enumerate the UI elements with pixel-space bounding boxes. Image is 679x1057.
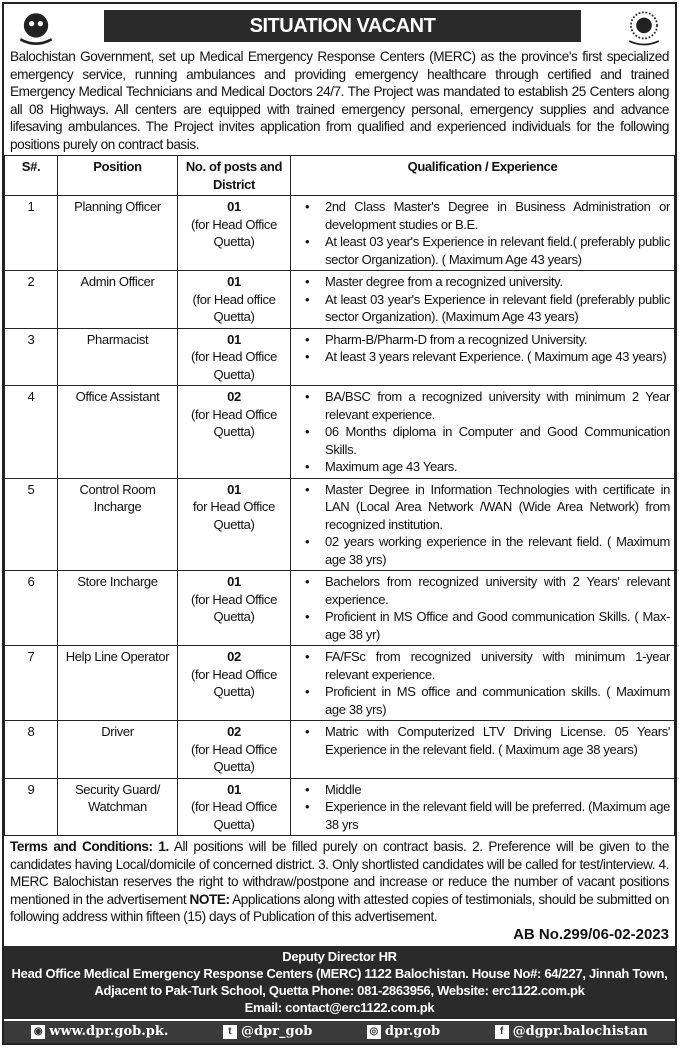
instagram-icon: ◎: [367, 1025, 381, 1039]
terms-text: All positions will be filled purely on contract basis. 2. Preference will be given to the candidates having Local/domicile of concerned district. 3. Only shortlisted candidates will be called for test/interview. 4. MERC Balochistan reserves the right to withdraw/postpone and increase or reduce the number of vacant positions mentioned in the advertisement: [10, 839, 669, 907]
intro-paragraph: Balochistan Government, set up Medical Emergency Response Centers (MERC) as the province's first specialized emergency service, running ambulances and providing emergency healthcare through certified and trained Emergency Medical Technicians and Medical Doctors 24/7. The Project was mandated to establish 25 Centers along all 08 Highways. All centers are equipped with trained emergency personal, emergency supplies and advance lifesaving ambulances. The Project invites application from qualified and experienced individuals for the following positions purely on contract basis.: [10, 49, 669, 152]
table-row: [5, 386, 675, 479]
qualification-list: [295, 273, 670, 326]
qualification-item: • 02 years working experience in the relevant field. ( Maximum age 38 yrs): [295, 533, 670, 568]
position-name: Driver: [58, 721, 178, 779]
serial-number: 3: [5, 328, 58, 386]
qualification-cell: [291, 646, 675, 721]
instagram-text: dpr.gob: [384, 1024, 441, 1039]
contact-footer: [4, 946, 675, 1019]
posts-cell: [178, 328, 291, 386]
qualification-list: [295, 781, 670, 834]
twitter-icon: t: [223, 1025, 237, 1039]
terms-label: Terms and Conditions: 1.: [10, 839, 169, 854]
posts-cell: [178, 721, 291, 779]
contact-address: Head Office Medical Emergency Response Centers (MERC) 1122 Balochistan. House No#: 64/227, Jinnah Town, Adjacent to Pak-Turk School, Quetta Phone: 081-2863956, Website: erc1122.com.pk: [11, 965, 668, 998]
qualification-item: • Master degree from a recognized university.: [295, 273, 670, 291]
qualification-cell: [291, 778, 675, 836]
header-area: [4, 4, 675, 48]
position-name: Help Line Operator: [58, 646, 178, 721]
qualification-list: [295, 198, 670, 268]
merc-logo-icon: [14, 8, 58, 48]
ab-number: AB No.299/06-02-2023: [513, 925, 669, 943]
header-qualification: Qualification / Experience: [291, 156, 675, 196]
posts-cell: [178, 271, 291, 329]
posts-count: 02: [227, 724, 241, 739]
qualification-item: • At least 03 year's Experience in relevant field (preferably public sector Organization). (Maximum Age 43 years): [295, 291, 670, 326]
qualification-item: • 06 Months diploma in Computer and Good Communication Skills.: [295, 423, 670, 458]
globe-icon: ◉: [31, 1025, 45, 1039]
qualification-item: • Experience in the relevant field will be preferred. (Maximum age 38 yrs: [295, 798, 670, 833]
note-label: NOTE:: [189, 891, 230, 907]
qualification-list: [295, 388, 670, 476]
qualification-cell: [291, 478, 675, 571]
qualification-list: [295, 481, 670, 569]
qualification-item: • Pharm-B/Pharm-D from a recognized University.: [295, 331, 670, 349]
qualification-item: • Bachelors from recognized university with 2 Years' relevant experience.: [295, 573, 670, 608]
facebook-link[interactable]: [495, 1024, 648, 1039]
advertisement-frame: [2, 2, 677, 1045]
table-row: [5, 778, 675, 836]
qualification-cell: [291, 721, 675, 779]
qualification-item: • 2nd Class Master's Degree in Business Administration or development studies or B.E.: [295, 198, 670, 233]
district: (for Head Office Quetta): [191, 666, 277, 699]
note-text: Applications along with attested copies of testimonials, should be submitted on following address within fifteen (15) days of Publication of this advertisement.: [10, 891, 670, 924]
facebook-icon: f: [495, 1025, 509, 1039]
posts-count: 01: [227, 574, 241, 589]
qualification-cell: [291, 328, 675, 386]
contact-email[interactable]: Email: contact@erc1122.com.pk: [244, 999, 435, 1015]
posts-cell: [178, 571, 291, 646]
posts-cell: [178, 778, 291, 836]
table-row: [5, 196, 675, 271]
posts-count: 01: [227, 274, 241, 289]
instagram-link[interactable]: [367, 1024, 440, 1039]
district: (for Head Office Quetta): [191, 216, 277, 249]
qualification-list: [295, 648, 670, 718]
district: for Head Office Quetta): [193, 499, 275, 532]
table-row: [5, 721, 675, 779]
serial-number: 1: [5, 196, 58, 271]
page-title: SITUATION VACANT: [104, 10, 581, 42]
posts-count: 01: [227, 331, 241, 347]
district: (for Head Office Quetta): [191, 591, 277, 624]
qualification-item: • At least 03 year's Experience in relevant field.( preferably public sector Organization). ( Maximum Age 43 years): [295, 233, 670, 268]
district: (for Head Office Quetta): [191, 406, 277, 439]
serial-number: 7: [5, 646, 58, 721]
serial-number: 5: [5, 478, 58, 571]
position-name: Security Guard/ Watchman: [58, 778, 178, 836]
header-position: Position: [58, 156, 178, 196]
contact-title: Deputy Director HR: [282, 948, 397, 964]
posts-count: 01: [227, 199, 241, 214]
header-posts: No. of posts and District: [178, 156, 291, 196]
serial-number: 9: [5, 778, 58, 836]
district: (for Head Office Quetta): [191, 799, 277, 832]
qualification-cell: [291, 196, 675, 271]
qualification-item: • BA/BSC from a recognized university with minimum 2 Year relevant experience.: [295, 388, 670, 423]
posts-cell: [178, 196, 291, 271]
twitter-text: @dpr_gob: [240, 1024, 313, 1039]
position-name: Office Assistant: [58, 386, 178, 479]
qualification-cell: [291, 386, 675, 479]
position-name: Pharmacist: [58, 328, 178, 386]
district: (for Head office Quetta): [192, 291, 276, 324]
twitter-link[interactable]: [223, 1024, 312, 1039]
qualification-cell: [291, 271, 675, 329]
qualification-item: • Middle: [295, 781, 670, 799]
table-row: [5, 646, 675, 721]
district: (for Head Office Quetta): [191, 741, 277, 774]
qualification-cell: [291, 571, 675, 646]
social-bar: [4, 1021, 675, 1043]
website-link[interactable]: [31, 1024, 168, 1039]
position-name: Admin Officer: [58, 271, 178, 329]
qualification-item: • Proficient in MS Office and Good communication Skills. ( Max- age 38 yr): [295, 608, 670, 643]
qualification-list: [295, 331, 670, 366]
posts-count: 02: [227, 649, 241, 664]
qualification-item: • Matric with Computerized LTV Driving License. 05 Years' Experience in the relevant field. ( Maximum age 38 years): [295, 723, 670, 758]
qualification-item: • FA/FSc from recognized university with minimum 1-year relevant experience.: [295, 648, 670, 683]
posts-count: 01: [227, 481, 241, 497]
serial-number: 6: [5, 571, 58, 646]
table-row: [5, 478, 675, 571]
posts-count: 02: [227, 389, 241, 404]
serial-number: 4: [5, 386, 58, 479]
posts-cell: [178, 478, 291, 571]
government-seal-icon: [622, 8, 666, 48]
position-name: Store Incharge: [58, 571, 178, 646]
qualification-item: • Maximum age 43 Years.: [295, 458, 670, 476]
qualification-item: • Proficient in MS office and communication skills. ( Maximum age 38 yrs): [295, 683, 670, 718]
qualification-item: • Master Degree in Information Technologies with certificate in LAN (Local Area Network /WAN (Wide Area Network) from recognized institution.: [295, 481, 670, 534]
qualification-list: [295, 723, 670, 758]
posts-cell: [178, 386, 291, 479]
table-row: [5, 271, 675, 329]
qualification-item: • At least 3 years relevant Experience. ( Maximum age 43 years): [295, 348, 670, 366]
header-sn: S#.: [5, 156, 58, 196]
posts-cell: [178, 646, 291, 721]
district: (for Head Office Quetta): [191, 349, 277, 382]
qualification-list: [295, 573, 670, 643]
positions-table: [4, 155, 675, 836]
website-text: www.dpr.gob.pk.: [49, 1024, 169, 1039]
position-name: Planning Officer: [58, 196, 178, 271]
table-row: [5, 328, 675, 386]
serial-number: 2: [5, 271, 58, 329]
serial-number: 8: [5, 721, 58, 779]
posts-count: 01: [227, 781, 241, 797]
position-name: Control Room Incharge: [58, 478, 178, 571]
terms-and-conditions: [4, 836, 675, 926]
table-row: [5, 571, 675, 646]
facebook-text: @dgpr.balochistan: [512, 1024, 648, 1039]
